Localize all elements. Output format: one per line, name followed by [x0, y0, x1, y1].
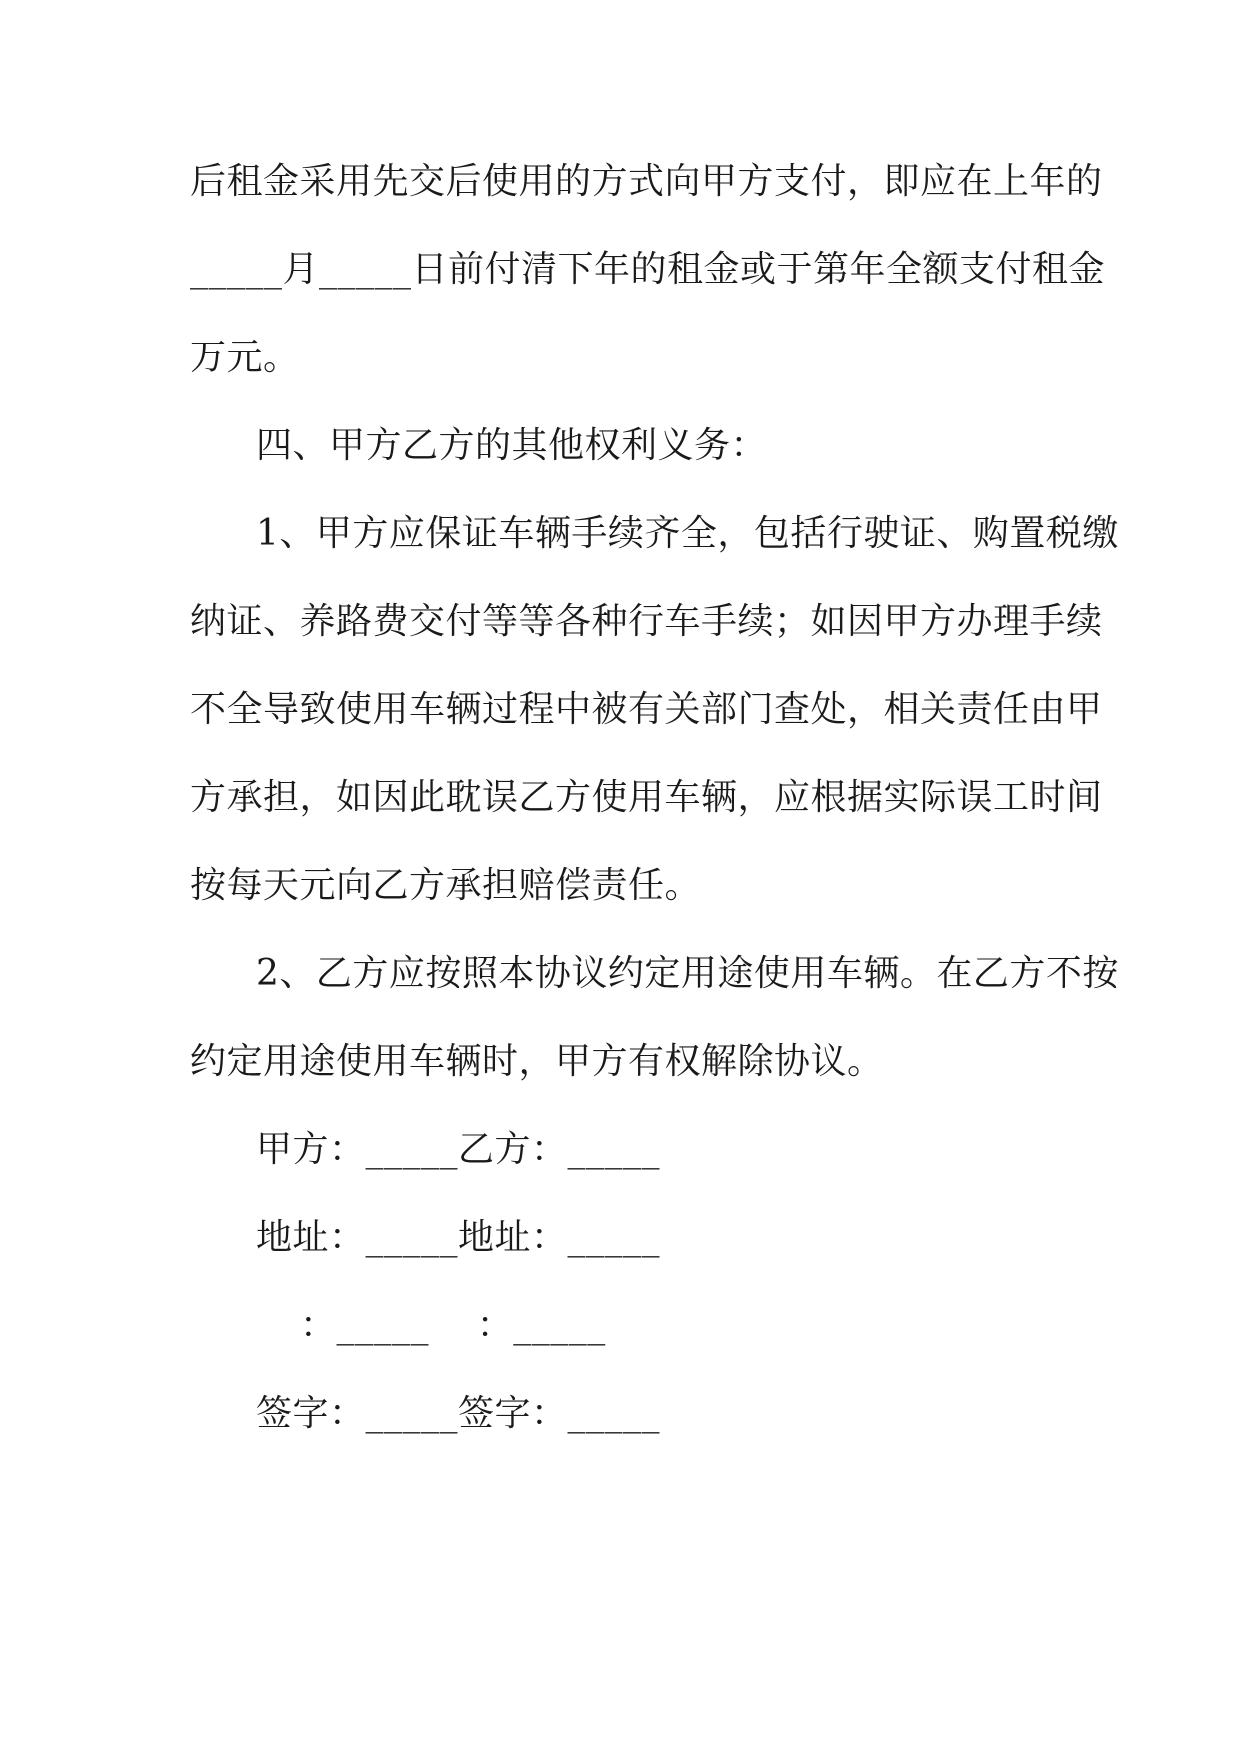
- section-heading: 四、甲方乙方的其他权利义务：: [256, 425, 768, 466]
- clause-1-line-2: 纳证、养路费交付等等各种行车手续；如因甲方办理手续: [190, 601, 1103, 642]
- signature-address-line: 地址：_____地址：_____: [256, 1217, 661, 1258]
- clause-1-line-5: 按每天元向乙方承担赔偿责任。: [190, 865, 702, 906]
- signature-blank-line: ：_____ ：_____: [300, 1305, 606, 1346]
- body-line-3: 万元。: [190, 337, 300, 378]
- clause-1-line-4: 方承担，如因此耽误乙方使用车辆，应根据实际误工时间: [190, 777, 1103, 818]
- clause-1-line-1: 1、甲方应保证车辆手续齐全，包括行驶证、购置税缴: [256, 513, 1119, 554]
- clause-2-line-1: 2、乙方应按照本协议约定用途使用车辆。在乙方不按: [256, 953, 1119, 994]
- clause-1-line-3: 不全导致使用车辆过程中被有关部门查处，相关责任由甲: [190, 689, 1103, 730]
- signature-sign-line: 签字：_____签字：_____: [256, 1393, 661, 1434]
- body-line-1: 后租金采用先交后使用的方式向甲方支付，即应在上年的: [190, 161, 1103, 202]
- signature-party-line: 甲方：_____乙方：_____: [256, 1129, 661, 1170]
- clause-2-line-2: 约定用途使用车辆时，甲方有权解除协议。: [190, 1041, 884, 1082]
- body-line-2: _____月_____日前付清下年的租金或于第年全额支付租金: [190, 249, 1106, 290]
